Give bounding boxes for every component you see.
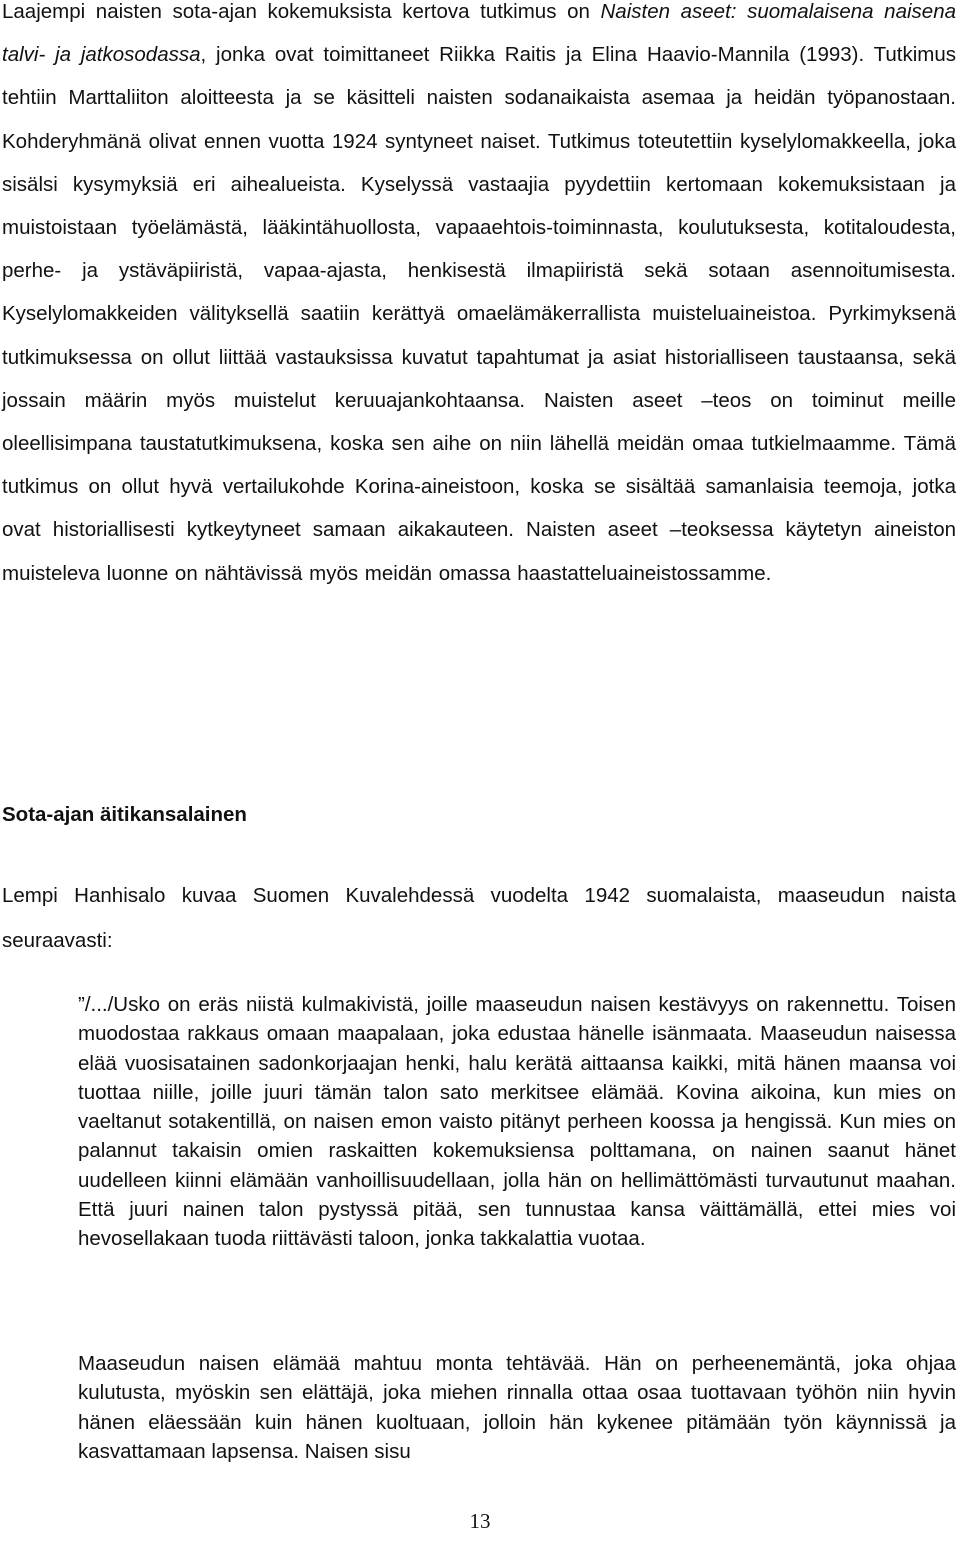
paragraph-text-after-title: , jonka ovat toimittaneet Riikka Raitis ja Elina Haavio-Mannila (1993). Tutkimus tehtiin Marttaliiton aloitteesta ja se käsitteli naisten sodanaikaista asemaa ja heidän työpanostaan. Kohderyhmänä olivat ennen vuotta 1924 syntyneet naiset. Tutkimus toteutettiin kyselylomakkeella, joka sisälsi kysymyksiä eri aihealueista. Kyselyssä vastaajia pyydettiin kertomaan kokemuksistaan ja muistoistaan työelämästä, lääkintähuollosta, vapaaehtois-toiminnasta, koulutuksesta, kotitaloudesta, perhe- ja ystäväpiiristä, vapaa-ajasta, henkisestä ilmapiiristä sekä sotaan asennoitumisesta. Kyselylomakkeiden välityksellä saatiin kerättyä omaelämäkerrallista muisteluaineistoa. Pyrkimyksenä tutkimuksessa on ollut liittää vastauksissa kuvatut tapahtumat ja asiat historialliseen taustaansa, sekä jossain määrin myös muistelut keruuajankohtaansa. Naisten aseet –teos on toiminut meille oleellisimpana taustatutkimuksena, koska sen aihe on niin lähellä meidän omaa tutkielmaamme. Tämä tutkimus on ollut hyvä vertailukohde Korina-aineistoon, koska se sisältää samanlaisia teemoja, jotka ovat historiallisesti kytkeytyneet samaan aikakauteen. Naisten aseet –teoksessa käytetyn aineiston muisteleva luonne on nähtävissä myös meidän omassa haastatteluaineistossamme. — [2, 43, 956, 585]
block-quote-continued: Maaseudun naisen elämää mahtuu monta tehtävää. Hän on perheenemäntä, joka ohjaa kulutusta, myöskin sen elättäjä, joka miehen rinnalla ottaa osaa tuottavaan työhön niin hyvin hänen eläessään kuin hänen kuoltuaan, jolloin hän kykenee pitämään työn käynnissä ja kasvattamaan lapsensa. Naisen sisu — [78, 1352, 956, 1463]
page-number: 13 — [469, 1509, 491, 1533]
book-title: Naisten aseet: suomalaisena naisena talvi- ja jatkosodassa — [2, 0, 956, 67]
body-paragraph — [2, 0, 956, 595]
intro-paragraph: Lempi Hanhisalo kuvaa Suomen Kuvalehdessä vuodelta 1942 suomalaista, maaseudun naista seuraavasti: — [2, 884, 956, 952]
paragraph-text-before-title: Laajempi naisten sota-ajan kokemuksista kertova tutkimus on — [2, 0, 601, 23]
block-quote: ”/.../Usko on eräs niistä kulmakivistä, joille maaseudun naisen kestävyys on rakennettu. Toisen muodostaa rakkaus omaan maapalaan, joka edustaa hänelle isänmaata. Maaseudun naisessa elää vuosisatainen sadonkorjaajan henki, halu kerätä aittaansa kaikki, mitä hänen maansa voi tuottaa niille, joille juuri tämän talon sato merkitsee elämää. Kovina aikoina, kun mies on vaeltanut sotakentillä, on naisen emon vaisto pitänyt perheen koossa ja hengissä. Kun mies on palannut takaisin omien raskaitten kokemuksiensa polttamana, on nainen saanut hänet uudelleen kiinni elämään vanhoillisuudellaan, jolla hän on hellimättömästi turvautunut maahan. Että juuri nainen talon pystyssä pitää, sen tunnustaa kansa väittämällä, ettei mies voi hevosellakaan tuoda riittävästi taloon, jonka takkalattia vuotaa. — [78, 993, 956, 1251]
section-heading: Sota-ajan äitikansalainen — [2, 803, 247, 826]
